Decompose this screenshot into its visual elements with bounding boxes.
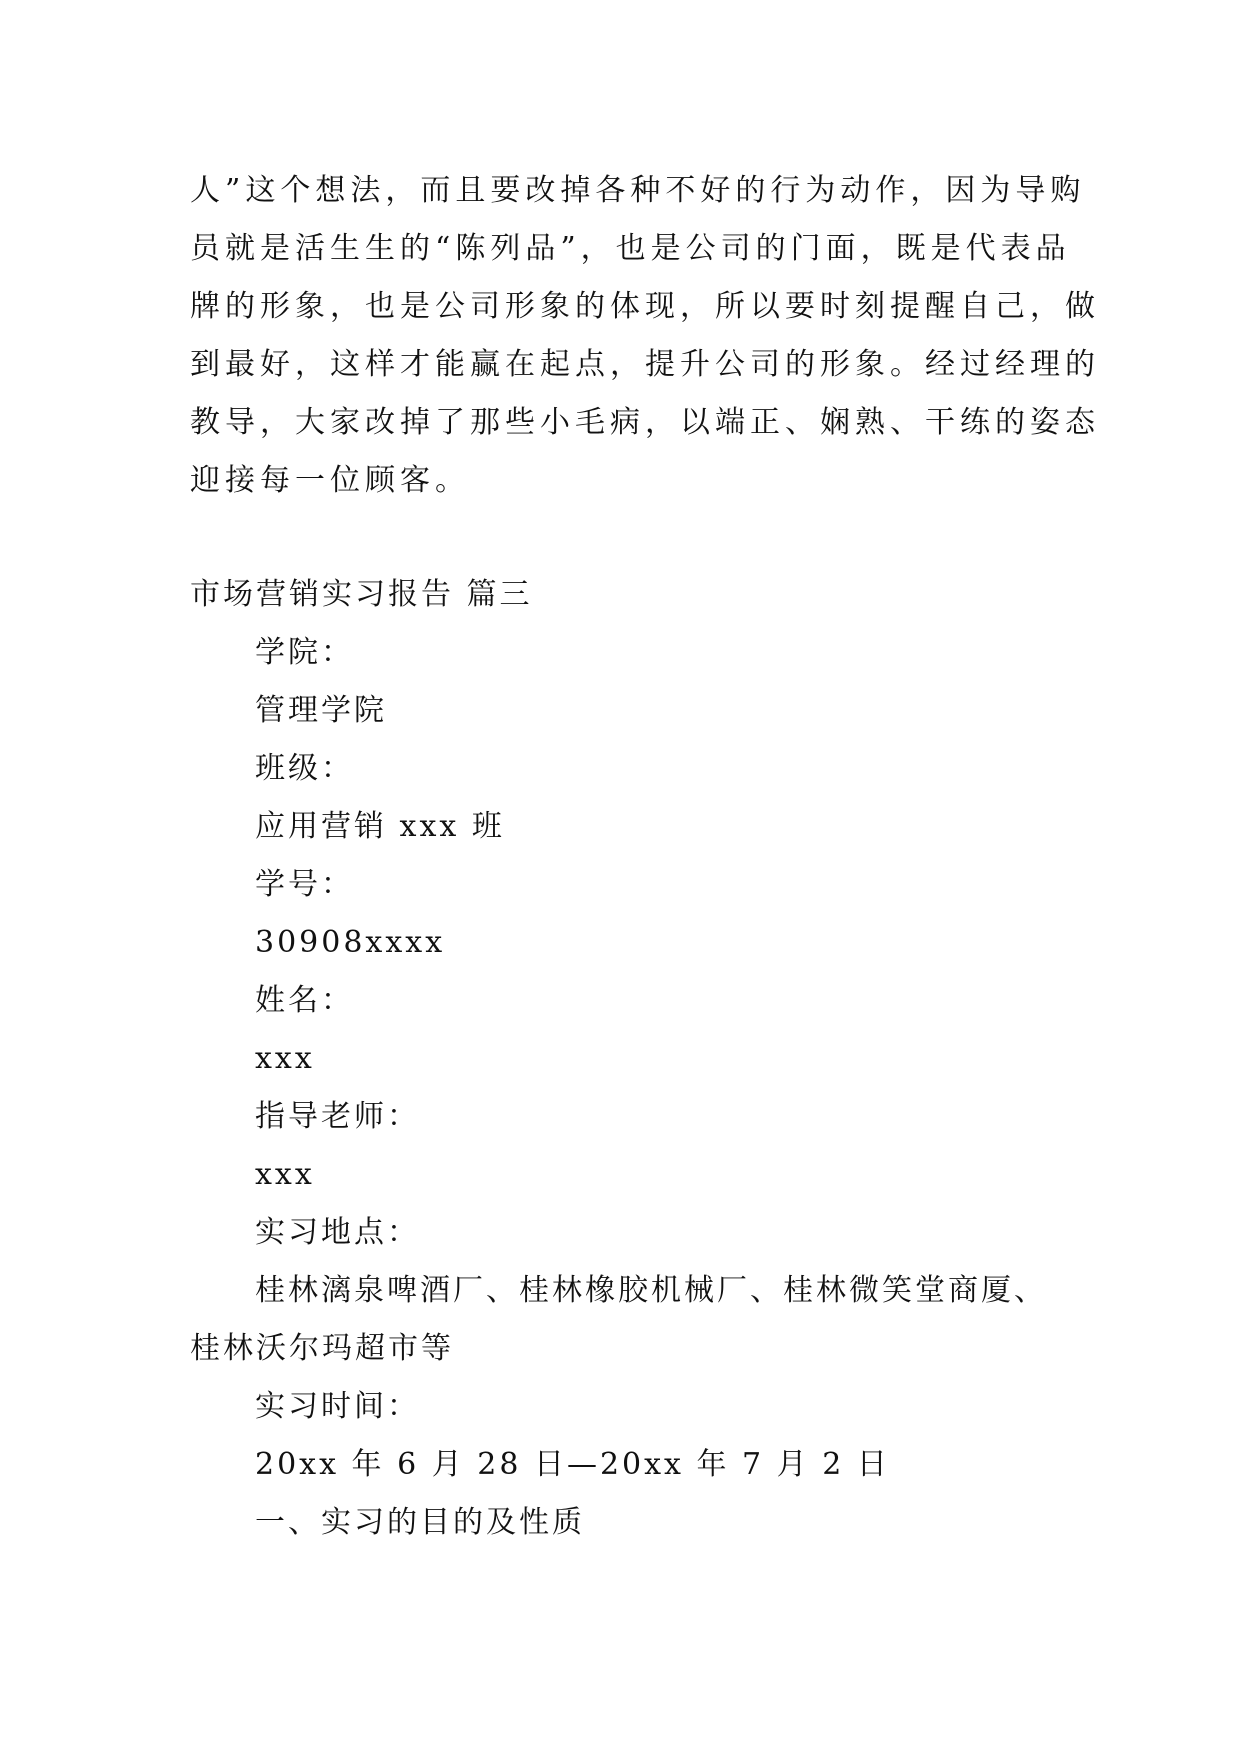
paragraph-line: 牌的形象，也是公司形象的体现，所以要时刻提醒自己，做 — [190, 289, 1100, 324]
class-label: 班级： — [255, 751, 354, 786]
name-label: 姓名： — [255, 983, 354, 1018]
time-value: 20xx 年 6 月 28 日—20xx 年 7 月 2 日 — [255, 1447, 890, 1482]
name-value: xxx — [255, 1041, 315, 1076]
paragraph-line: 人”这个想法，而且要改掉各种不好的行为动作，因为导购 — [190, 173, 1086, 208]
college-label: 学院： — [255, 635, 354, 670]
paragraph-line: 迎接每一位顾客。 — [190, 463, 470, 498]
report-section — [190, 566, 1090, 1552]
student-id-value: 30908xxxx — [255, 925, 446, 960]
body-paragraph — [190, 162, 1100, 510]
location-value-line2: 桂林沃尔玛超市等 — [190, 1331, 454, 1366]
location-label: 实习地点： — [255, 1215, 420, 1250]
advisor-label: 指导老师： — [255, 1099, 420, 1134]
paragraph-line: 到最好，这样才能赢在起点，提升公司的形象。经过经理的 — [190, 347, 1100, 382]
paragraph-line: 员就是活生生的“陈列品”，也是公司的门面，既是代表品 — [190, 231, 1071, 266]
section-heading: 市场营销实习报告 篇三 — [190, 577, 533, 612]
class-value: 应用营销 xxx 班 — [255, 809, 505, 844]
time-label: 实习时间： — [255, 1389, 420, 1424]
advisor-value: xxx — [255, 1157, 315, 1192]
student-id-label: 学号： — [255, 867, 354, 902]
location-value-line1: 桂林漓泉啤酒厂、桂林橡胶机械厂、桂林微笑堂商厦、 — [255, 1273, 1047, 1308]
college-value: 管理学院 — [255, 693, 387, 728]
subheading: 一、实习的目的及性质 — [255, 1505, 585, 1540]
paragraph-line: 教导，大家改掉了那些小毛病，以端正、娴熟、干练的姿态 — [190, 405, 1100, 440]
